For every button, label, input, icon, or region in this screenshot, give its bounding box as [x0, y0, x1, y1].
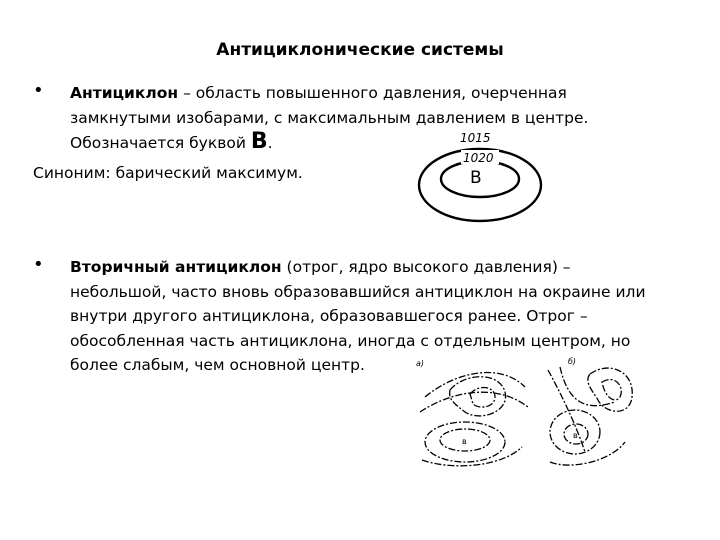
slide-title: Антициклонические системы	[216, 40, 504, 60]
definition-text: более слабым, чем основной центр.	[70, 356, 365, 374]
letter-b: В	[250, 129, 268, 154]
bullet-point: •	[33, 254, 44, 275]
term-anticyclone: Антициклон	[70, 84, 179, 102]
definition-text: обособленная часть антициклона, иногда с отдельным центром, но	[70, 331, 631, 350]
panel-label-a: а)	[416, 359, 425, 368]
panel-label-b: б)	[568, 357, 577, 366]
definition-text: небольшой, часто вновь образовавшийся антициклон на окраине или	[70, 282, 646, 301]
isobar-label-inner: 1020	[463, 151, 494, 165]
definition-text: замкнутыми изобарами, с максимальным давлением в центре.	[70, 108, 589, 127]
high-pressure-center: В	[470, 168, 482, 188]
center-label-b: в	[573, 431, 578, 440]
secondary-anticyclone-diagram	[410, 352, 650, 472]
synonym-text: Синоним: барический максимум.	[33, 164, 303, 182]
definition-text: (отрог, ядро высокого давления) –	[281, 258, 571, 276]
definition-text: внутри другого антициклона, образовавшегося ранее. Отрог –	[70, 307, 588, 325]
bullet-point: •	[33, 80, 44, 101]
term-secondary-anticyclone: Вторичный антициклон	[70, 258, 282, 276]
definition-text: Обозначается буквой	[70, 134, 251, 152]
isobar-diagram	[408, 128, 558, 228]
definition-text: – область повышенного давления, очерченная	[178, 84, 567, 102]
center-label-a: в	[462, 437, 467, 446]
isobar-label-outer: 1015	[460, 131, 491, 145]
period: .	[267, 134, 273, 152]
